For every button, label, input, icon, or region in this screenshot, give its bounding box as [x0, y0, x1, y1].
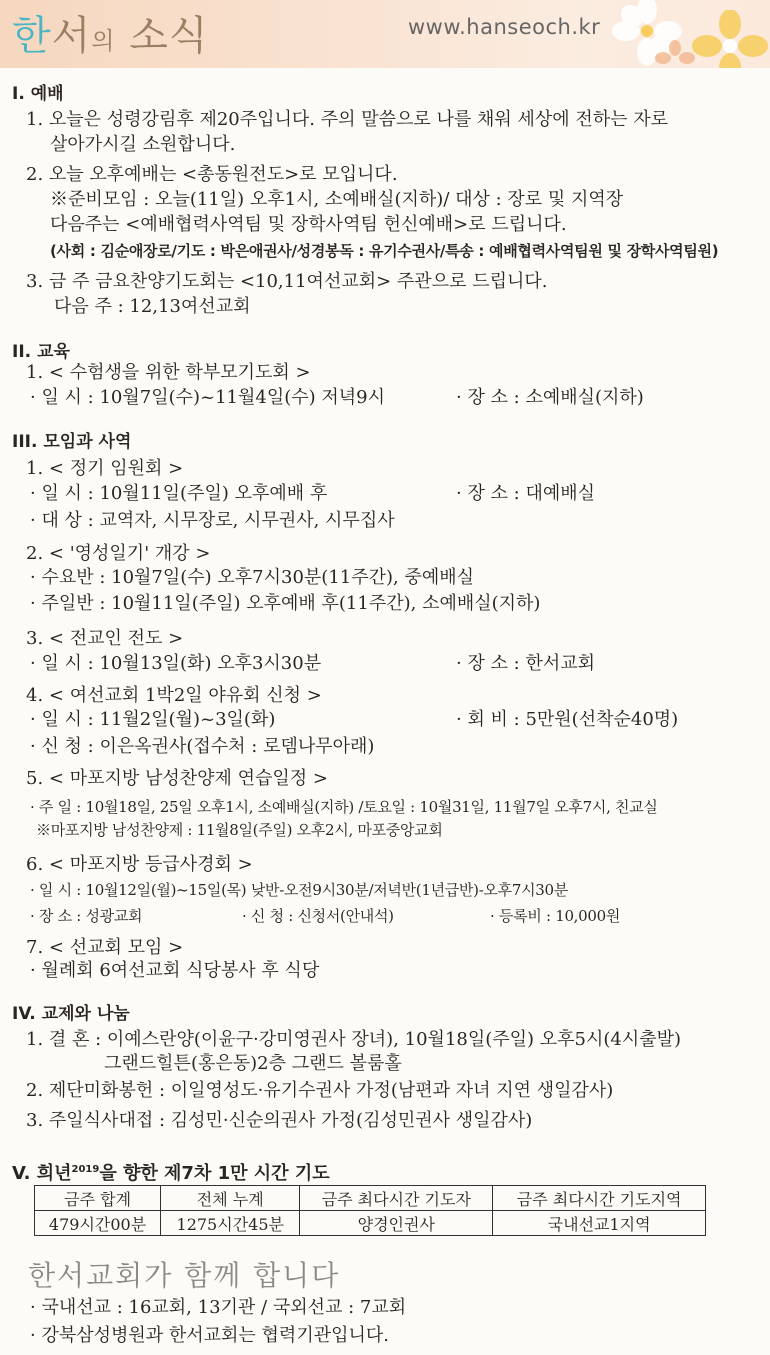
gathering-6-place: · 장 소 : 성광교회: [30, 907, 143, 925]
title-char-ui: 의: [91, 27, 116, 55]
gathering-1-target: · 대 상 : 교역자, 시무장로, 시무권사, 시무집사: [30, 510, 395, 531]
gathering-2-sun: · 주일반 : 10월11일(주일) 오후예배 후(11주간), 소예배실(지하): [30, 593, 541, 614]
title-char-seo: 서: [51, 13, 92, 59]
flower-icon: [690, 10, 770, 68]
gathering-5-note: ※마포지방 남성찬양제 : 11월8일(주일) 오후2시, 마포중앙교회: [36, 821, 443, 839]
gathering-1-time: · 일 시 : 10월11일(주일) 오후예배 후: [30, 483, 328, 504]
prayer-value-cell: 양경인권사: [300, 1211, 493, 1236]
sharing-item-2: 2. 제단미화봉헌 : 이일영성도·유기수권사 가정(남편과 자녀 지연 생일감사): [26, 1080, 614, 1101]
footer-title: 한서교회가 함께 합니다: [28, 1259, 341, 1292]
prayer-header-cell: 금주 합계: [35, 1186, 161, 1211]
sharing-item-3: 3. 주일식사대접 : 김성민·신순의권사 가정(김성민권사 생일감사): [26, 1110, 533, 1131]
gathering-2-title: 2. < '영성일기' 개강 >: [26, 543, 211, 564]
footer-missions: · 국내선교 : 16교회, 13기관 / 국외선교 : 7교회: [30, 1297, 407, 1318]
prayer-value-cell: 국내선교1지역: [493, 1211, 706, 1236]
gathering-2-wed: · 수요반 : 10월7일(수) 오후7시30분(11주간), 중예배실: [30, 567, 475, 588]
prayer-table-header-row: [35, 1186, 706, 1211]
gathering-3-place: · 장 소 : 한서교회: [456, 653, 596, 674]
website-url[interactable]: www.hanseoch.kr: [408, 15, 601, 39]
prayer-heading-year: 2019: [71, 1164, 100, 1175]
gathering-7-title: 7. < 선교회 모임 >: [26, 937, 184, 958]
flower-icon: [655, 40, 695, 68]
gathering-6-apply: · 신 청 : 신청서(안내석): [242, 907, 394, 925]
worship-item-3-next: 다음 주 : 12,13여선교회: [54, 296, 251, 317]
prayer-heading-post: 을 향한 제7차 1만 시간 기도: [99, 1163, 330, 1184]
section-heading-education: II. 교육: [12, 342, 70, 362]
worship-item-1: 1. 오늘은 성령강림후 제20주입니다. 주의 말씀으로 나를 채워 세상에 전하는 자로: [26, 109, 669, 130]
section-heading-worship: I. 예배: [12, 84, 64, 104]
prayer-value-cell: 479시간00분: [35, 1211, 161, 1236]
gathering-4-time: · 일 시 : 11월2일(월)~3일(화): [30, 709, 276, 730]
gathering-6-title: 6. < 마포지방 등급사경회 >: [26, 854, 253, 875]
prayer-table-row: [35, 1211, 706, 1236]
gathering-3-title: 3. < 전교인 전도 >: [26, 628, 184, 649]
gathering-6-time: · 일 시 : 10월12일(월)~15일(목) 낮반-오전9시30분/저녁반(1년급반)-오후7시30분: [30, 881, 568, 899]
footer-partner: · 강북삼성병원과 한서교회는 협력기관입니다.: [30, 1325, 389, 1346]
section-heading-prayer: [12, 1158, 330, 1186]
worship-item-1-cont: 살아가시길 소원합니다.: [50, 134, 236, 155]
page-title: [12, 4, 208, 61]
prayer-header-cell: 금주 최다시간 기도자: [300, 1186, 493, 1211]
education-item-1-title: 1. < 수험생을 위한 학부모기도회 >: [26, 362, 311, 383]
section-heading-gathering: III. 모임과 사역: [12, 432, 132, 452]
gathering-3-time: · 일 시 : 10월13일(화) 오후3시30분: [30, 653, 322, 674]
sharing-item-1-venue: 그랜드힐튼(홍은동)2층 그랜드 볼룸홀: [104, 1053, 402, 1074]
worship-item-2-roles: (사회 : 김순애장로/기도 : 박은애권사/성경봉독 : 유기수권사/특송 : 예배협력사역팀원 및 장학사역팀원): [50, 242, 719, 260]
gathering-1-place: · 장 소 : 대예배실: [456, 483, 596, 504]
prayer-header-cell: 금주 최다시간 기도지역: [493, 1186, 706, 1211]
prayer-value-cell: 1275시간45분: [161, 1211, 300, 1236]
gathering-5-title: 5. < 마포지방 남성찬양제 연습일정 >: [26, 768, 328, 789]
title-char-han: 한: [12, 13, 52, 59]
worship-item-3: 3. 금 주 금요찬양기도회는 <10,11여선교회> 주관으로 드립니다.: [26, 271, 548, 292]
gathering-6-fee: · 등록비 : 10,000원: [490, 907, 621, 925]
title-news: 소식: [129, 13, 209, 59]
section-heading-sharing: IV. 교제와 나눔: [12, 1004, 130, 1024]
sharing-item-1: 1. 결 혼 : 이예스란양(이윤구·강미영권사 장녀), 10월18일(주일) 오후5시(4시출발): [26, 1029, 682, 1050]
gathering-4-fee: · 회 비 : 5만원(선착순40명): [456, 709, 679, 730]
gathering-4-apply: · 신 청 : 이은옥권사(접수처 : 로뎀나무아래): [30, 736, 375, 757]
gathering-1-title: 1. < 정기 임원회 >: [26, 458, 184, 479]
education-item-1-place: · 장 소 : 소예배실(지하): [456, 387, 644, 408]
prayer-heading-pre: V. 희년: [12, 1163, 72, 1184]
prayer-table: [34, 1185, 706, 1236]
prayer-header-cell: 전체 누계: [161, 1186, 300, 1211]
header-banner: [0, 0, 770, 68]
gathering-5-week: · 주 일 : 10월18일, 25일 오후1시, 소예배실(지하) /토요일 : 10월31일, 11월7일 오후7시, 친교실: [30, 798, 658, 816]
education-item-1-time: · 일 시 : 10월7일(수)~11월4일(수) 저녁9시: [30, 387, 385, 408]
worship-item-2: 2. 오늘 오후예배는 <총동원전도>로 모입니다.: [26, 164, 398, 185]
worship-item-2-prep: ※준비모임 : 오늘(11일) 오후1시, 소예배실(지하)/ 대상 : 장로 및 지역장: [50, 189, 624, 210]
gathering-4-title: 4. < 여선교회 1박2일 야유회 신청 >: [26, 685, 322, 706]
gathering-7-desc: · 월례회 6여선교회 식당봉사 후 식당: [30, 960, 320, 981]
worship-item-2-next: 다음주는 <예배협력사역팀 및 장학사역팀 헌신예배>로 드립니다.: [50, 214, 567, 235]
